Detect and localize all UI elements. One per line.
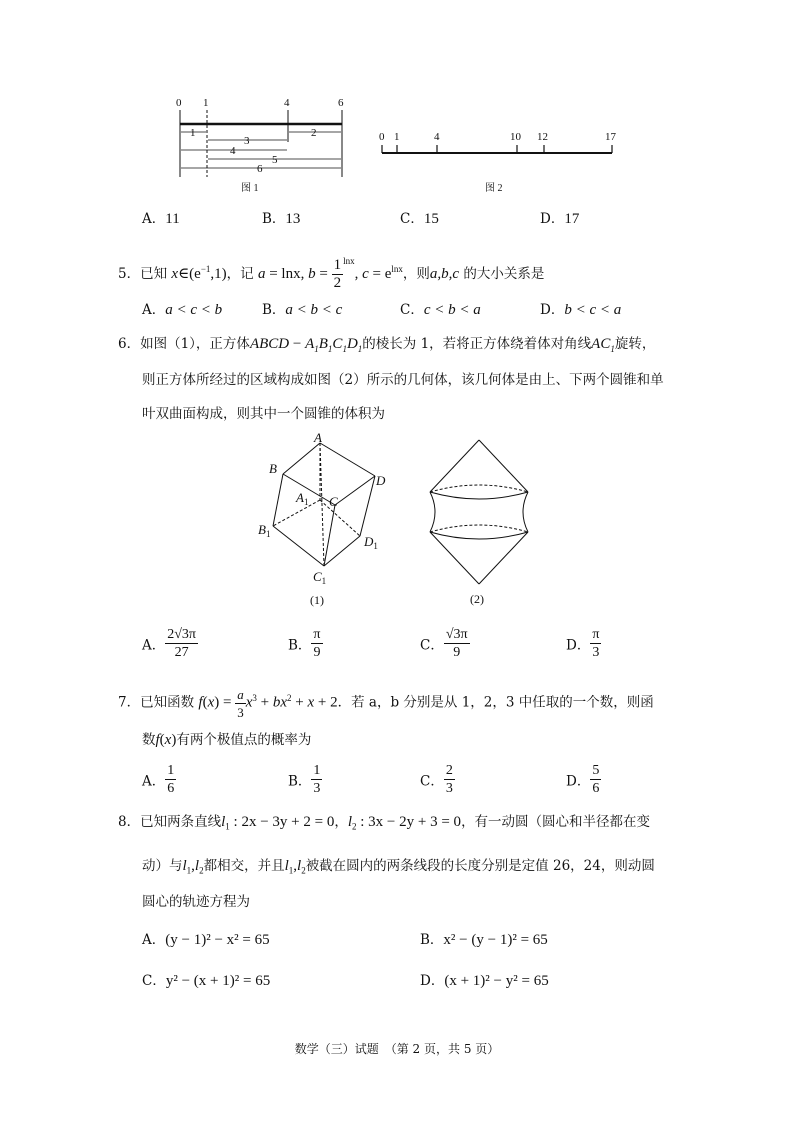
q5-domain-math: x — [171, 266, 179, 282]
q5-prefix: 已知 — [140, 266, 168, 282]
q8-number: 8． — [118, 814, 141, 830]
q5-half-fraction: $\frac{1}{2}$ — [333, 257, 342, 291]
q6-line-1: 6．如图（1），正方体ABCD − $A_1B_1C_1D_1$的棱长为 1，若将正方体绕着体对角线$AC_1$旋转， — [118, 336, 656, 354]
q8-option-a-text: (y − 1)² − x² = 65 — [165, 932, 270, 948]
q5-suffix: ，则 — [402, 266, 430, 282]
cube-figure — [250, 428, 400, 608]
q8-l1-equation: 2x − 3y + 2 = 0 — [241, 814, 335, 830]
q5-option-d-text: b < c < a — [564, 302, 622, 318]
cube-label-a: A — [314, 430, 322, 445]
q4-option-c[interactable] — [400, 207, 439, 228]
cube-caption: (1) — [310, 593, 324, 607]
fig1-seg-1: 1 — [190, 127, 196, 139]
q4-option-b-letter: B． — [262, 211, 286, 227]
q5-option-d[interactable] — [540, 298, 621, 319]
q5-option-c-text: c < b < a — [423, 302, 481, 318]
q8-line2b: 都相交，并且 — [203, 858, 285, 874]
fig1-seg-5: 5 — [272, 154, 278, 166]
figure-1-number-line — [160, 92, 370, 197]
q7-option-b-letter: B． — [288, 773, 312, 790]
q5-note: ，记 — [226, 266, 254, 282]
q8-option-b[interactable] — [420, 928, 548, 949]
q5-ending: 的大小关系是 — [463, 266, 545, 282]
q8-option-d[interactable] — [420, 969, 549, 990]
q6-option-c-fraction: $\frac{√3\pi}{9}$ — [445, 627, 468, 660]
q6-number: 6． — [118, 336, 141, 352]
cube-label-d1: D — [364, 534, 374, 549]
q8-option-a[interactable] — [142, 928, 270, 949]
q6-option-a-letter: A． — [142, 637, 166, 654]
q7-number: 7． — [118, 694, 141, 711]
q4-option-c-letter: C． — [400, 211, 424, 227]
fig2-tick-1: 1 — [394, 131, 400, 143]
q6-option-d-letter: D． — [566, 637, 591, 654]
q7-option-a-letter: A． — [142, 773, 166, 790]
q8-line1a: 已知两条直线 — [140, 814, 222, 830]
q5-option-b-letter: B． — [262, 302, 286, 318]
cube-label-a1: A — [296, 490, 304, 505]
q6-option-c[interactable] — [420, 626, 470, 661]
fig2-tick-10: 10 — [510, 131, 521, 143]
fig2-tick-17: 17 — [605, 131, 616, 143]
q7-line-1: 7．已知函数 f(x) = $\frac{a}{3}$ $x^3 + bx^2 + x + 2$．若 a，b 分别是从 1，2，3 中任取的一个数，则函 — [118, 686, 654, 720]
svg-text:C1: $C_1$ — [313, 569, 327, 586]
q7-option-d[interactable] — [566, 762, 601, 797]
q6-line-2: 则正方体所经过的区域构成如图（2）所示的几何体，该几何体是由上、下两个圆锥和单 — [142, 372, 664, 388]
q8-line2a: 动）与 — [142, 858, 183, 874]
q7-option-c-fraction: $\frac{2}{3}$ — [445, 763, 453, 796]
q5-stem: 5．已知 $x\in(e^{-1},1)$，记 a = lnx, b = $\frac{1}{2}$ $^{lnx}$, $c = e^{lnx}$，则a,b,c 的大小关系是 — [118, 256, 545, 291]
q8-option-c-letter: C． — [142, 973, 166, 989]
q5-option-b-text: a < b < c — [285, 302, 343, 318]
q7-option-b[interactable] — [288, 762, 322, 797]
q8-option-d-letter: D． — [420, 973, 445, 989]
q8-option-b-letter: B． — [420, 932, 444, 948]
q7-option-c-letter: C． — [420, 773, 444, 790]
q6-option-a-fraction: $\frac{2√3\pi}{27}$ — [167, 627, 197, 660]
fig2-tick-4: 4 — [434, 131, 440, 143]
fig1-seg-6: 6 — [257, 163, 263, 175]
q6-option-b-letter: B． — [288, 637, 312, 654]
q4-option-d[interactable] — [540, 207, 579, 228]
q4-option-c-text: 15 — [423, 211, 439, 227]
q8-line1c: ，有一动圆（圆心和半径都在变 — [461, 814, 651, 830]
cube-label-d: D — [376, 473, 386, 488]
fig2-tick-0: 0 — [379, 131, 385, 143]
q7-option-d-fraction: $\frac{5}{6}$ — [592, 763, 600, 796]
rotation-solid-figure — [420, 436, 540, 606]
q5-option-c[interactable] — [400, 298, 481, 319]
svg-text:D1: $D_1$ — [364, 534, 378, 551]
q5-option-d-letter: D． — [540, 302, 565, 318]
q8-line-1: 8．已知两条直线$l_1$ : 2x − 3y + 2 = 0，$l_2$ : 3x − 2y + 3 = 0，有一动圆（圆心和半径都在变 — [118, 814, 651, 832]
q4-option-a-letter: A． — [142, 211, 166, 227]
q7-option-a[interactable] — [142, 762, 176, 797]
q6-option-d[interactable] — [566, 626, 601, 661]
q7-option-c[interactable] — [420, 762, 455, 797]
q4-option-b[interactable] — [262, 207, 300, 228]
q5-option-a-text: a < c < b — [165, 302, 223, 318]
q5-option-b[interactable] — [262, 298, 342, 319]
q7-line2b: 有两个极值点的概率为 — [176, 732, 312, 748]
page-footer: 数学（三）试题 （第 2 页，共 5 页） — [294, 1042, 500, 1056]
fig1-seg-2: 2 — [311, 127, 317, 139]
fig1-seg-3: 3 — [244, 135, 250, 147]
q7-line2a: 数 — [142, 732, 156, 748]
q7-line-2: 数f(x)有两个极值点的概率为 — [142, 732, 312, 748]
fig1-tick-4: 4 — [284, 97, 290, 109]
q6-option-b[interactable] — [288, 626, 323, 661]
fig1-caption: 图 1 — [241, 183, 259, 194]
svg-text:A1: $A_1$ — [296, 490, 309, 507]
q6-option-b-fraction: $\frac{\pi}{9}$ — [313, 627, 321, 660]
q4-option-b-text: 13 — [285, 211, 301, 227]
q7-prefix: 已知函数 — [140, 694, 195, 711]
fig2-caption: 图 2 — [485, 183, 503, 194]
q4-option-d-text: 17 — [564, 211, 580, 227]
solid-caption: (2) — [470, 592, 484, 606]
fig1-tick-6: 6 — [338, 97, 344, 109]
svg-text:B1: $B_1$ — [258, 522, 271, 539]
q5-option-a-letter: A． — [142, 302, 166, 318]
q5-number: 5． — [118, 266, 141, 282]
q7-line1b: ．若 a，b 分别是从 1，2，3 中任取的一个数，则函 — [337, 694, 654, 711]
fig2-tick-12: 12 — [537, 131, 548, 143]
fig1-seg-4: 4 — [230, 145, 236, 157]
q8-line2c: 被截在圆内的两条线段的长度分别是定值 26，24，则动圆 — [305, 858, 655, 874]
q8-option-a-letter: A． — [142, 932, 166, 948]
q6-option-a[interactable] — [142, 626, 198, 661]
figure-2-number-line — [370, 125, 630, 197]
q8-option-b-text: x² − (y − 1)² = 65 — [443, 932, 548, 948]
q5-option-c-letter: C． — [400, 302, 424, 318]
q6-line1a: 如图（1），正方体 — [140, 336, 250, 352]
q8-option-d-text: (x + 1)² − y² = 65 — [444, 973, 549, 989]
q4-option-a-text: 11 — [165, 211, 180, 227]
q6-option-d-fraction: $\frac{\pi}{3}$ — [592, 627, 600, 660]
q8-l2-equation: 3x − 2y + 3 = 0 — [368, 814, 462, 830]
q4-option-a[interactable] — [142, 207, 180, 228]
q7-option-a-fraction: $\frac{1}{6}$ — [167, 763, 175, 796]
cube-label-c1: C — [313, 569, 322, 584]
cube-label-b: B — [269, 461, 277, 476]
q8-option-c[interactable] — [142, 969, 270, 990]
q4-option-d-letter: D． — [540, 211, 565, 227]
q8-line-3: 圆心的轨迹方程为 — [142, 894, 250, 910]
q8-line-2: 动）与$l_1,l_2$都相交，并且$l_1,l_2$被截在圆内的两条线段的长度分别是定值 26，24，则动圆 — [142, 858, 655, 876]
cube-label-c: C — [329, 494, 338, 509]
q5-option-a[interactable] — [142, 298, 222, 319]
cube-label-b1: B — [258, 522, 266, 537]
q8-option-c-text: y² − (x + 1)² = 65 — [165, 973, 271, 989]
q7-option-b-fraction: $\frac{1}{3}$ — [313, 763, 321, 796]
q6-line1b: 的棱长为 1，若将正方体绕着体对角线 — [362, 336, 592, 352]
fig1-tick-0: 0 — [176, 97, 182, 109]
q7-option-d-letter: D． — [566, 773, 591, 790]
q6-line1c: 旋转， — [614, 336, 656, 352]
fig1-tick-1: 1 — [203, 97, 209, 109]
q6-option-c-letter: C． — [420, 637, 444, 654]
q6-line-3: 叶双曲面构成，则其中一个圆锥的体积为 — [142, 406, 385, 422]
